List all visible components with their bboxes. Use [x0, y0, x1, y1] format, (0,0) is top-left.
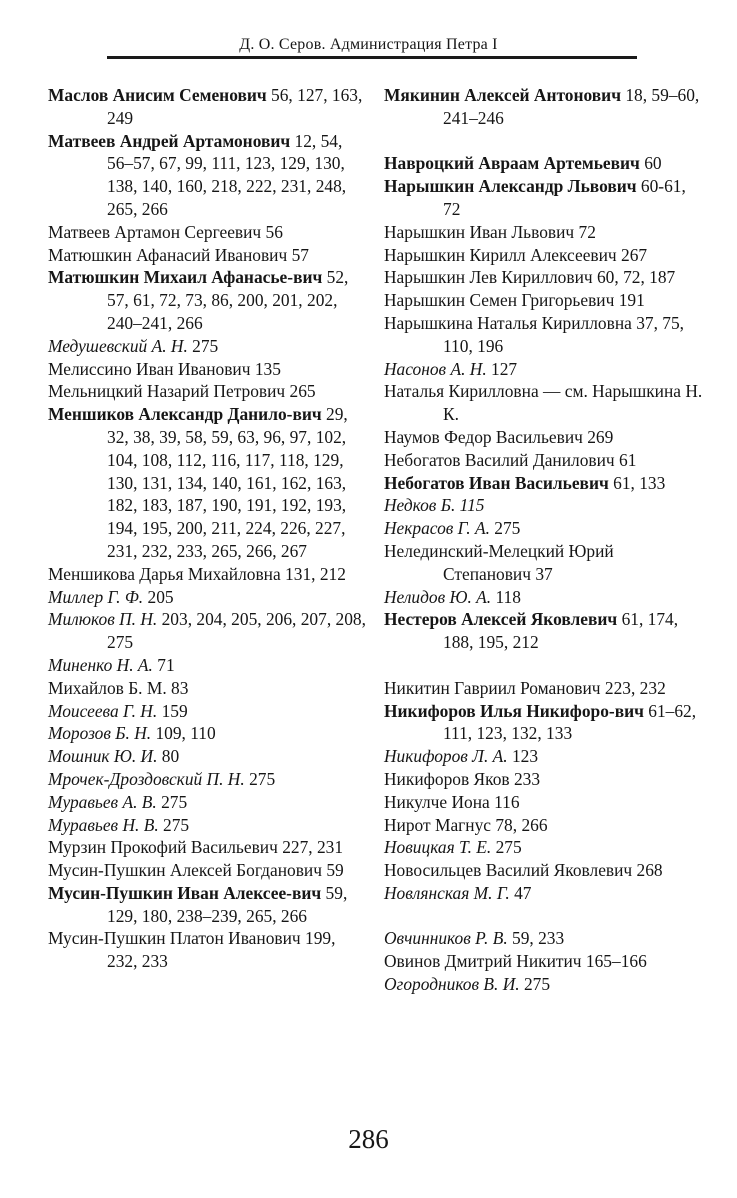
entry-pages: 127: [486, 358, 518, 379]
entry-pages: 109, 110: [151, 723, 216, 744]
entry-name: Матвеев Андрей Артамонович: [48, 130, 291, 151]
index-entry: [384, 289, 704, 312]
index-entry: [384, 494, 704, 517]
index-entry: [48, 358, 366, 381]
index-entry: [48, 84, 366, 130]
entry-name: Мусин-Пушкин Иван Алексее-вич: [48, 882, 322, 903]
entry-pages: 60, 72, 187: [592, 267, 676, 288]
entry-pages: 275: [489, 518, 521, 539]
entry-pages: 267: [616, 244, 648, 265]
entry-name: Нестеров Алексей Яковлевич: [384, 609, 618, 630]
letter-group-gap: [384, 654, 704, 677]
entry-name: Никитин Гавриил Романович: [384, 677, 601, 698]
entry-pages: 12, 54, 56–57, 67, 99, 111, 123, 129, 130, 138, 140, 160, 218, 222, 231, 248, 265, 266: [107, 130, 347, 219]
entry-name: Овинов Дмитрий Никитич: [384, 951, 582, 972]
entry-name: Меншикова Дарья Михайловна: [48, 563, 281, 584]
entry-name: Навроцкий Авраам Артемьевич: [384, 153, 640, 174]
index-entry: [48, 722, 366, 745]
entry-name: Мрочек-Дроздовский П. Н.: [48, 768, 245, 789]
index-entry: [384, 472, 704, 495]
entry-pages: 71: [152, 654, 175, 675]
page-number: 286: [348, 1124, 389, 1154]
entry-name: Маслов Анисим Семенович: [48, 85, 267, 105]
entry-pages: 18, 59–60, 241–246: [443, 85, 700, 128]
index-entry: [48, 700, 366, 723]
entry-pages: 268: [632, 860, 663, 881]
entry-name: Морозов Б. Н.: [48, 723, 152, 744]
entry-name: Милюков П. Н.: [48, 609, 158, 630]
entry-pages: 223, 232: [600, 677, 666, 698]
entry-pages: 80: [157, 746, 180, 767]
entry-pages: 52, 57, 61, 72, 73, 86, 200, 201, 202, 240–241, 266: [107, 267, 349, 333]
index-entry: [48, 244, 366, 267]
entry-name: Медушевский А. Н.: [48, 335, 188, 356]
index-entry: [384, 380, 704, 426]
entry-name: Нарышкин Кирилл Алексеевич: [384, 244, 617, 265]
entry-pages: 135: [250, 358, 281, 379]
entry-name: Никифоров Л. А.: [384, 746, 508, 767]
entry-pages: 269: [582, 426, 614, 447]
index-entry: [48, 768, 366, 791]
index-entry: [384, 700, 704, 746]
entry-pages: 72: [574, 221, 596, 242]
index-column-right: [384, 84, 704, 996]
entry-pages: 61–62, 111, 123, 132, 133: [443, 700, 697, 744]
entry-name: Миллер Г. Ф.: [48, 586, 144, 607]
entry-name: Овчинников Р. В.: [384, 928, 508, 949]
entry-name: Матвеев Артамон Сергеевич: [48, 221, 262, 242]
entry-pages: 159: [157, 700, 188, 721]
entry-name: Небогатов Василий Данилович: [384, 449, 615, 470]
entry-name: Нарышкин Семен Григорьевич: [384, 290, 615, 311]
entry-name: Наталья Кирилловна — см. Нарышкина Н. К.: [384, 381, 703, 425]
index-entry: [48, 403, 366, 563]
entry-name: Небогатов Иван Васильевич: [384, 472, 609, 493]
entry-name: Мельницкий Назарий Петрович: [48, 381, 286, 402]
index-entry: [48, 130, 366, 221]
entry-name: Нарышкин Лев Кириллович: [384, 267, 593, 288]
entry-pages: 60-61, 72: [443, 176, 686, 219]
entry-pages: 123: [507, 746, 539, 767]
index-entry: [48, 814, 366, 837]
index-entry: [384, 449, 704, 472]
entry-pages: 131, 212: [280, 563, 346, 584]
entry-pages: 59, 129, 180, 238–239, 265, 266: [107, 882, 348, 926]
entry-pages: 275: [519, 974, 551, 995]
entry-name: Нирот Магнус: [384, 814, 492, 835]
index-entry: [384, 266, 704, 289]
entry-pages: 37: [530, 563, 553, 584]
index-entry: [384, 608, 704, 654]
entry-pages: 78, 266: [491, 814, 548, 835]
entry-pages: 59: [321, 860, 344, 881]
index-entry: [384, 244, 704, 267]
entry-pages: 57: [287, 244, 309, 265]
index-entry: [48, 221, 366, 244]
entry-name: Насонов А. Н.: [384, 358, 487, 379]
entry-name: Наумов Федор Васильевич: [384, 426, 583, 447]
entry-name: Никифоров Илья Никифоро-вич: [384, 700, 644, 721]
index-entry: [384, 586, 704, 609]
entry-pages: 59, 233: [507, 928, 565, 949]
entry-name: Нарышкин Иван Львович: [384, 221, 575, 242]
index-column-left: [48, 84, 366, 973]
index-entry: [384, 152, 704, 175]
index-entry: [384, 814, 704, 837]
entry-name: Моисеева Г. Н.: [48, 700, 158, 721]
entry-name: Нелединский-Мелецкий Юрий Степанович: [384, 540, 614, 584]
entry-name: Новосильцев Василий Яковлевич: [384, 860, 633, 881]
entry-name: Нарышкина Наталья Кирилловна: [384, 312, 632, 333]
entry-name: Некрасов Г. А.: [384, 518, 490, 539]
entry-name: Новлянская М. Г.: [384, 882, 510, 903]
index-entry: [384, 677, 704, 700]
entry-pages: 199, 232, 233: [107, 928, 336, 972]
index-entry: [48, 380, 366, 403]
index-entry: [48, 882, 366, 928]
index-entry: [384, 358, 704, 381]
index-entry: [384, 950, 704, 973]
entry-pages: 56, 127, 163, 249: [107, 85, 363, 128]
entry-pages: 61, 133: [608, 472, 666, 493]
index-entry: [48, 654, 366, 677]
entry-pages: 191: [614, 290, 645, 311]
entry-name: Михайлов Б. М.: [48, 677, 167, 698]
entry-pages: 227, 231: [277, 837, 344, 858]
index-entry: [384, 175, 704, 221]
index-entry: [384, 221, 704, 244]
entry-name: Огородников В. И.: [384, 974, 520, 995]
index-entry: [384, 84, 704, 130]
entry-pages: 61, 174, 188, 195, 212: [443, 609, 679, 653]
entry-pages: 60: [639, 153, 662, 174]
index-entry: [384, 426, 704, 449]
index-entry: [384, 745, 704, 768]
index-entry: [384, 836, 704, 859]
index-entry: [384, 927, 704, 950]
index-entry: [384, 768, 704, 791]
entry-pages: 275: [156, 791, 188, 812]
entry-pages: 165–166: [581, 951, 647, 972]
entry-name: Матюшкин Михаил Афанасье-вич: [48, 267, 323, 288]
index-entry: [384, 517, 704, 540]
entry-pages: 37, 75, 110, 196: [443, 312, 685, 356]
running-head: Д. О. Серов. Администрация Петра I: [239, 36, 498, 53]
entry-name: Недков Б. 115: [384, 495, 485, 516]
index-entry: [384, 973, 704, 996]
entry-name: Новицкая Т. Е.: [384, 837, 492, 858]
entry-pages: 116: [489, 791, 520, 812]
entry-pages: 29, 32, 38, 39, 58, 59, 63, 96, 97, 102, 104, 108, 112, 116, 117, 118, 129, 130, 131, 134, 140, 161, 162, 163, 182, 183, 187, 190, 191, 192, 193, 194, 195, 200, 211, 224, 226, 227, 231, 232, 233, 265, 266, 267: [107, 404, 348, 561]
index-entry: [48, 563, 366, 586]
index-entry: [48, 266, 366, 334]
entry-pages: 233: [509, 768, 541, 789]
index-entry: [48, 335, 366, 358]
entry-name: Миненко Н. А.: [48, 654, 153, 675]
entry-pages: 47: [509, 882, 532, 903]
entry-name: Муравьев А. В.: [48, 791, 157, 812]
entry-pages: 56: [261, 221, 283, 242]
letter-group-gap: [384, 130, 704, 153]
letter-group-gap: [384, 905, 704, 928]
entry-name: Мусин-Пушкин Алексей Богданович: [48, 860, 322, 881]
index-entry: [48, 791, 366, 814]
index-entry: [48, 608, 366, 654]
entry-pages: 265: [285, 381, 316, 402]
entry-pages: 83: [166, 677, 189, 698]
index-entry: [48, 836, 366, 859]
index-entry: [48, 927, 366, 973]
header-rule: [107, 56, 637, 59]
entry-pages: 205: [143, 586, 174, 607]
index-entry: [384, 882, 704, 905]
index-entry: [48, 859, 366, 882]
entry-pages: 61: [614, 449, 637, 470]
entry-pages: 275: [158, 814, 190, 835]
entry-name: Мошник Ю. И.: [48, 746, 158, 767]
entry-pages: 275: [187, 335, 219, 356]
entry-name: Никифоров Яков: [384, 768, 510, 789]
entry-name: Муравьев Н. В.: [48, 814, 159, 835]
index-entry: [48, 586, 366, 609]
entry-pages: 275: [244, 768, 276, 789]
index-entry: [48, 745, 366, 768]
entry-name: Мелиссино Иван Иванович: [48, 358, 251, 379]
index-entry: [384, 859, 704, 882]
entry-name: Мурзин Прокофий Васильевич: [48, 837, 278, 858]
entry-pages: 118: [491, 586, 521, 607]
entry-name: Мякинин Алексей Антонович: [384, 85, 621, 105]
entry-pages: 203, 204, 205, 206, 207, 208, 275: [107, 609, 366, 653]
entry-name: Меншиков Александр Данило-вич: [48, 404, 322, 425]
entry-pages: 275: [491, 837, 522, 858]
index-entry: [384, 312, 704, 358]
entry-name: Нарышкин Александр Львович: [384, 176, 637, 197]
index-entry: [384, 540, 704, 586]
entry-name: Нелидов Ю. А.: [384, 586, 492, 607]
index-entry: [384, 791, 704, 814]
index-entry: [48, 677, 366, 700]
entry-name: Матюшкин Афанасий Иванович: [48, 244, 288, 265]
entry-name: Никулче Иона: [384, 791, 490, 812]
entry-name: Мусин-Пушкин Платон Иванович: [48, 928, 301, 949]
